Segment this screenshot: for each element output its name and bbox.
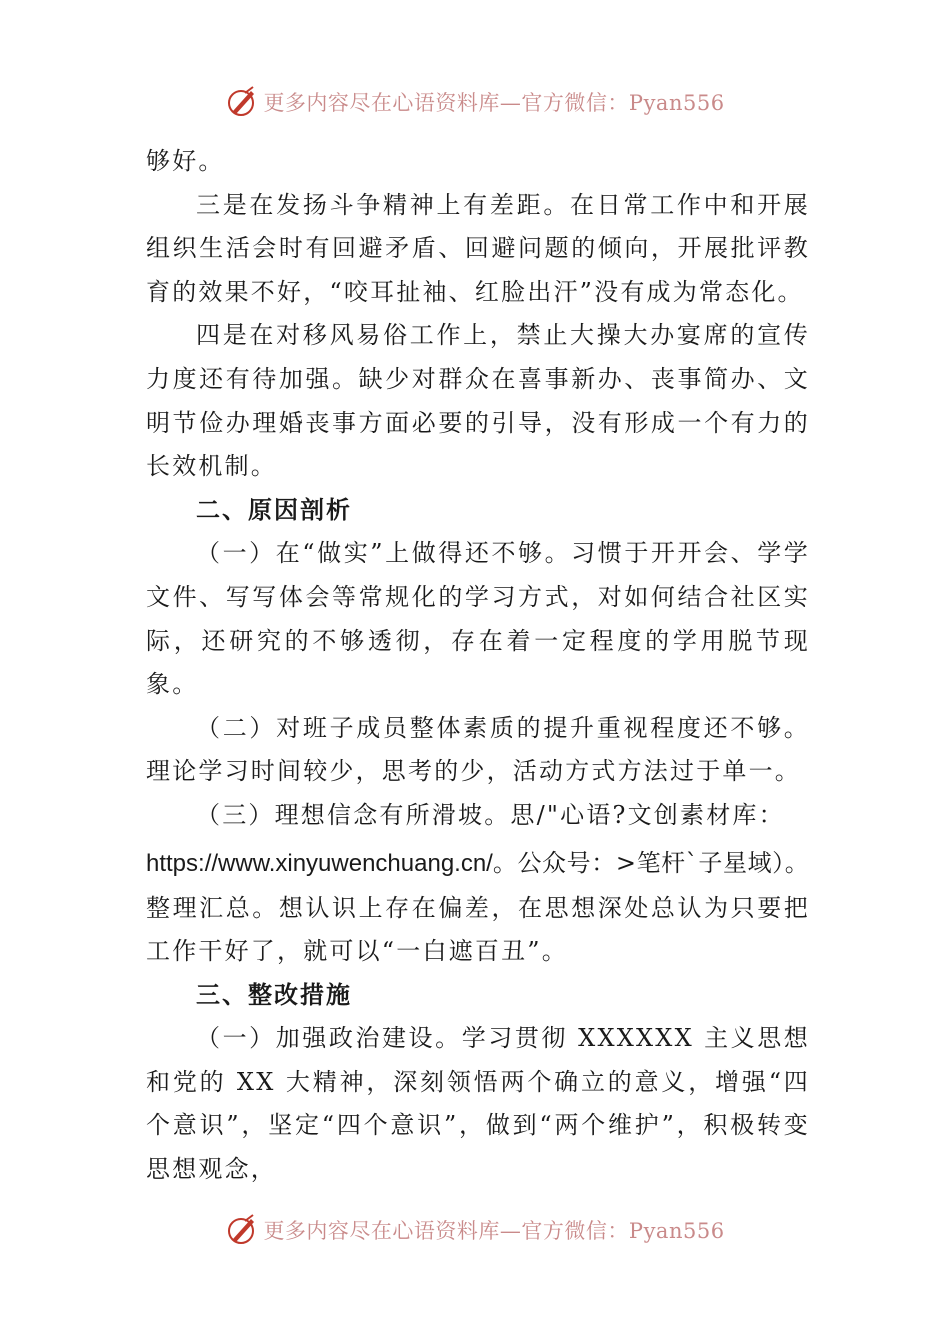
footer-watermark-text: 更多内容尽在心语资料库—官方微信：Pyan556 — [263, 1219, 725, 1243]
paragraph-3: 四是在对移风易俗工作上，禁止大操大办宴席的宣传力度还有待加强。缺少对群众在喜事新办、丧事简办、文明节俭办理婚丧事方面必要的引导，没有形成一个有力的长效机制。 — [146, 321, 810, 481]
quill-pen-circle-icon — [225, 1213, 259, 1247]
footer-watermark-banner — [0, 1210, 950, 1250]
url-line-tail: 。公众号：>笔杆`子星域）。 — [492, 848, 810, 877]
paragraph-5: （二）对班子成员整体素质的提升重视程度还不够。理论学习时间较少，思考的少，活动方式方法过于单一。 — [146, 713, 810, 786]
section-heading-3: 三、整改措施 — [196, 980, 352, 1009]
section-heading-2: 二、原因剖析 — [196, 495, 352, 524]
header-watermark-banner — [0, 82, 950, 122]
quill-pen-circle-icon — [225, 85, 259, 119]
header-watermark-text: 更多内容尽在心语资料库—官方微信：Pyan556 — [263, 91, 725, 115]
paragraph-8: （一）加强政治建设。学习贯彻 XXXXXX 主义思想和党的 XX 大精神，深刻领悟两个确立的意义，增强“四个意识”，坚定“四个意识”，做到“两个维护”，积极转变思想观念， — [146, 1024, 810, 1184]
paragraph-7: 整理汇总。想认识上存在偏差，在思想深处总认为只要把工作干好了，就可以“一白遮百丑”。 — [146, 893, 810, 966]
paragraph-6: （三）理想信念有所滑坡。思/"心语?文创素材库： — [196, 800, 785, 829]
paragraph-4: （一）在“做实”上做得还不够。习惯于开开会、学学文件、写写体会等常规化的学习方式，对如何结合社区实际，还研究的不够透彻，存在着一定程度的学用脱节现象。 — [146, 539, 810, 699]
paragraph-1: 够好。 — [146, 147, 225, 175]
url-line — [146, 840, 810, 887]
paragraph-2: 三是在发扬斗争精神上有差距。在日常工作中和开展组织生活会时有回避矛盾、回避问题的倾向，开展批评教育的效果不好，“咬耳扯袖、红脸出汗”没有成为常态化。 — [146, 190, 810, 306]
document-body — [146, 140, 810, 1192]
website-url: https://www.xinyuwenchuang.cn/ — [146, 849, 493, 877]
